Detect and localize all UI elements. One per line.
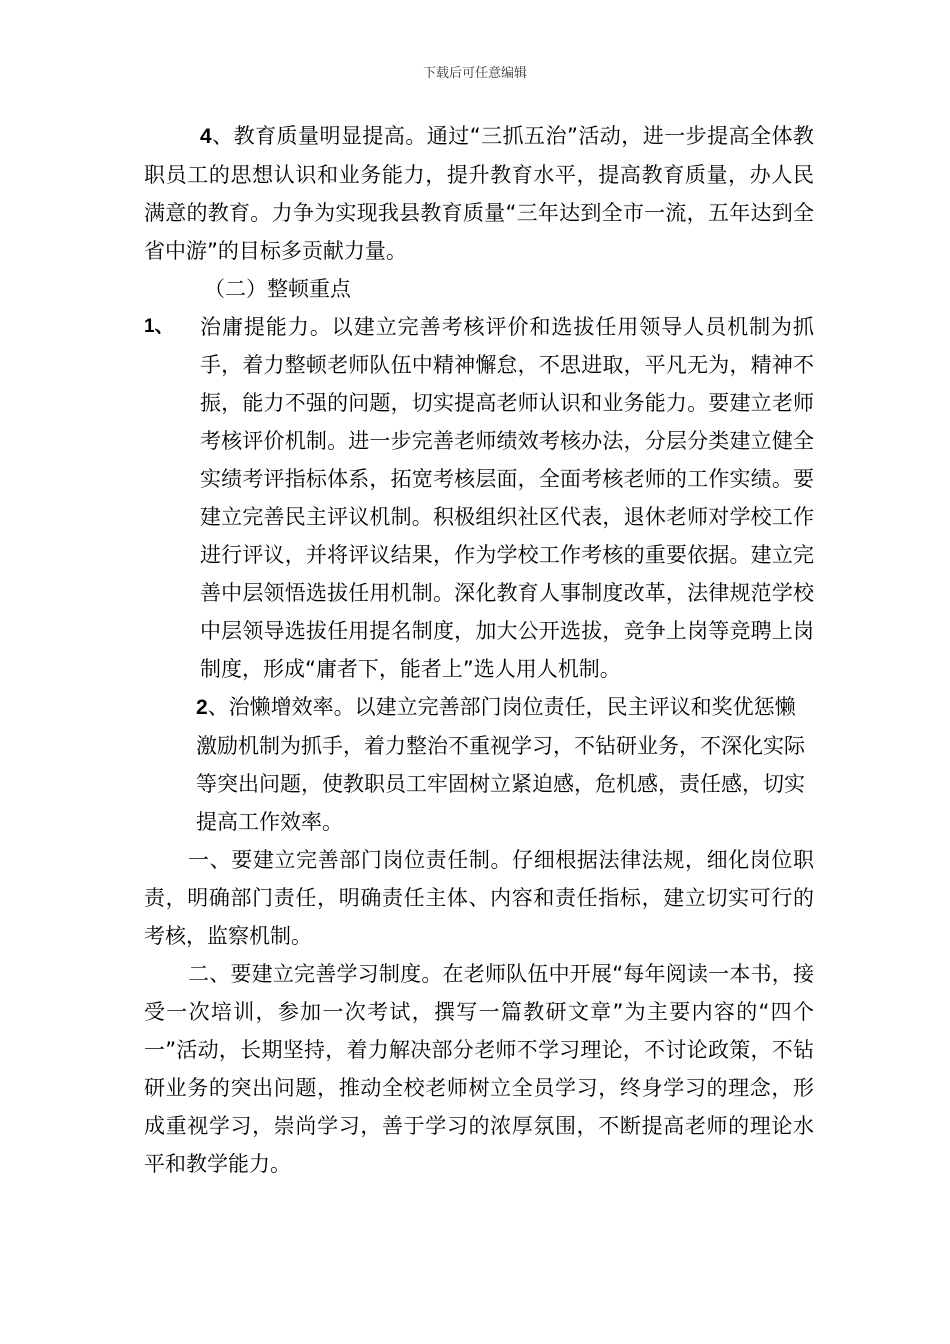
list-item-1 <box>144 308 814 688</box>
list-item-text: 治庸提能力。以建立完善考核评价和选拔任用领导人员机制为抓手，着力整顿老师队伍中精神懈怠，不思进取，平凡无为，精神不振，能力不强的问题，切实提高老师认识和业务能力。要建立老师考核评价机制。进一步完善老师绩效考核办法，分层分类建立健全实绩考评指标体系，拓宽考核层面，全面考核老师的工作实绩。要建立完善民主评议机制。积极组织社区代表，退休老师对学校工作进行评议，并将评议结果，作为学校工作考核的重要依据。建立完善中层领悟选拔任用机制。深化教育人事制度改革，法律规范学校中层领导选拔任用提名制度，加大公开选拔，竞争上岗等竞聘上岗制度，形成“庸者下，能者上”选人用人机制。 <box>200 315 814 681</box>
section-heading: （二）整顿重点 <box>204 277 351 301</box>
document-body <box>144 117 814 1183</box>
list-number: 1、 <box>144 316 174 337</box>
paragraph-education-quality <box>144 117 814 270</box>
page-header: 下载后可任意编辑 <box>422 66 527 81</box>
paragraph-text: 、教育质量明显提高。通过“三抓五治”活动，进一步提高全体教职员工的思想认识和业务能力，提升教育水平，提高教育质量，办人民满意的教育。力争为实现我县教育质量“三年达到全市一流，五年达到全省中游”的目标多贡献力量。 <box>144 124 814 263</box>
paragraph-responsibility: 一、要建立完善部门岗位责任制。仔细根据法律法规，细化岗位职责，明确部门责任，明确责任主体、内容和责任指标，建立切实可行的考核，监察机制。 <box>144 848 814 948</box>
list-number: 2 <box>196 696 208 719</box>
list-item-text: 、治懒增效率。以建立完善部门岗位责任，民主评议和奖优惩懒激励机制为抓手，着力整治不重视学习，不钻研业务，不深化实际等突出问题，使教职员工牢固树立紧迫感，危机感，责任感，切实提高工作效率。 <box>196 695 805 834</box>
paragraph-study-system: 二、要建立完善学习制度。在老师队伍中开展“每年阅读一本书，接受一次培训，参加一次考试，撰写一篇教研文章”为主要内容的“四个一”活动，长期坚持，着力解决部分老师不学习理论，不讨论政策，不钻研业务的突出问题，推动全校老师树立全员学习，终身学习的理念，形成重视学习，崇尚学习，善于学习的浓厚氛围，不断提高老师的理论水平和教学能力。 <box>144 962 814 1176</box>
list-item-2 <box>144 688 814 841</box>
paragraph-number: 4 <box>200 125 212 148</box>
